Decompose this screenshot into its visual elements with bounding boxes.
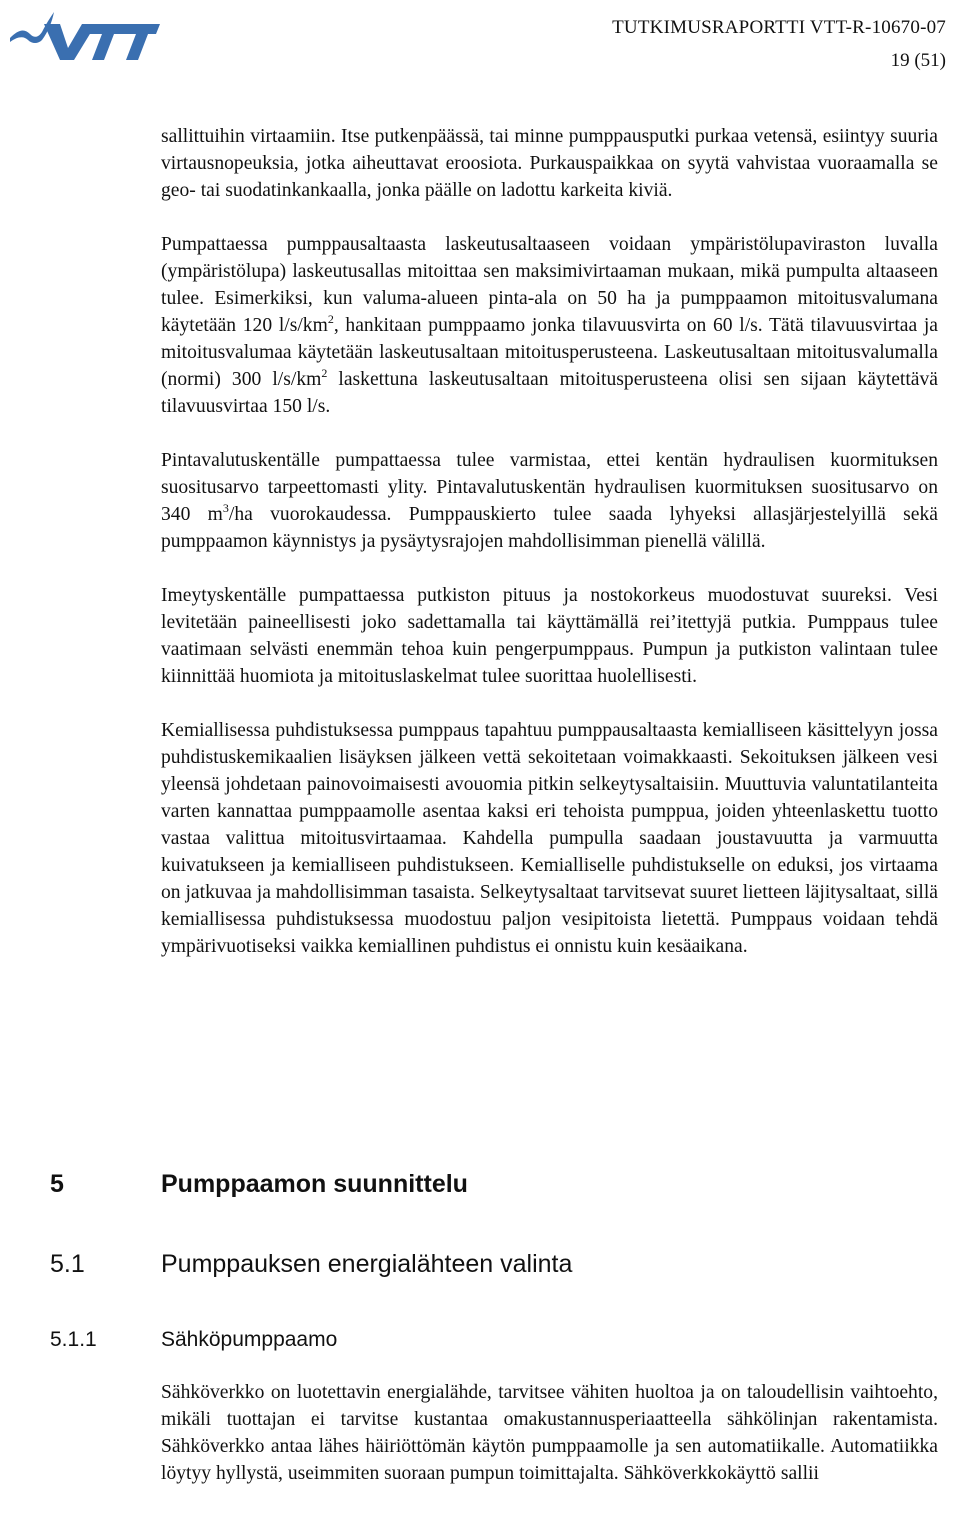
heading-number: 5.1 [50, 1250, 85, 1278]
superscript: 3 [222, 501, 229, 515]
paragraph-2-part-b: , hankitaan pumppaamo jonka tilavuusvirta on 60 l/s. Tätä tilavuusvirtaa ja mitoitusvalumaa käytetään laskeutusaltaan mitoitusperusteena. Laskeutusaltaan mitoitusvalumalla (normi) 300 l/s/km [161, 315, 938, 390]
heading-number: 5 [50, 1170, 64, 1198]
paragraph-2-part-a: Pumpattaessa pumppausaltaasta laskeutusaltaaseen voidaan ympäristölupaviraston luvalla (ympäristölupa) laskeutusallas mitoittaa sen maksimivirtaaman mukaan, mikä pumpulta altaaseen tulee. Esimerkiksi, kun valuma-alueen pinta-ala on 50 ha ja pumppaamon mitoitusvalumana käytetään 120 l/s/km [161, 234, 938, 336]
paragraph-3-part-b: /ha vuorokaudessa. Pumppauskierto tulee saada lyhyeksi allasjärjestelyillä sekä pumppaamon käynnistys ja pysäytysrajojen mahdollisimman pienellä välillä. [161, 504, 938, 552]
report-id: TUTKIMUSRAPORTTI VTT-R-10670-07 [612, 17, 946, 38]
paragraph-1: sallittuihin virtaamiin. Itse putkenpäässä, tai minne pumppausputki purkaa vetensä, esiintyy suuria virtausnopeuksia, jotka aiheuttavat eroosiota. Purkauspaikkaa on syytä vahvistaa vuoraamalla se geo- tai suodatinkankaalla, jonka päälle on ladottu karkeita kiviä. [161, 126, 938, 201]
superscript: 2 [327, 312, 334, 326]
heading-title: Pumppaamon suunnittelu [161, 1170, 468, 1198]
paragraph-5: Kemiallisessa puhdistuksessa pumppaus tapahtuu pumppausaltaasta kemialliseen käsittelyyn jossa puhdistuskemikaalien lisäyksen jälkeen vettä sekoitetaan voimakkaasti. Sekoituksen jälkeen vesi yleensä johdetaan painovoimaisesti avouomia pitkin selkeytysaltaisiin. Muuttuvia valuntatilanteita varten kannattaa pumppaamolle asentaa kaksi eri tehoista pumppua, joiden yhteenlaskettu tuotto vastaa valittua mitoitusvirtaamaa. Kahdella pumpulla saadaan joustavuutta ja varmuutta kuivatukseen ja kemialliseen puhdistukseen. Kemialliselle puhdistukselle on eduksi, jos virtaama on jatkuvaa ja mahdollisimman tasaista. Selkeytysaltaat tarvitsevat suuret lietteen läjitysaltaat, sillä kemiallisessa puhdistuksessa muodostuu paljon vesipitoista lietettä. Pumppaus voidaan tehdä ympärivuotiseksi vaikka kemiallinen puhdistus ei onnistu kuin kesäaikana. [161, 720, 938, 957]
paragraph-4: Imeytyskentälle pumpattaessa putkiston pituus ja nostokorkeus muodostuvat suureksi. Vesi levitetään paineellisesti joko sadettamalla tai käyttämällä rei’itettyjä putkia. Pumppaus tulee vaatimaan selvästi enemmän tehoa kuin pengerpumppaus. Pumpun ja putkiston valintaan tulee kiinnittää huomiota ja mitoituslaskelmat tulee suorittaa huolellisesti. [161, 585, 938, 687]
section-paragraph: Sähköverkko on luotettavin energialähde, tarvitsee vähiten huoltoa ja on taloudellisin vaihtoehto, mikäli tuottajan ei tarvitse kustantaa omakustannusperiaatteella sähkölinjan rakentamista. Sähköverkko antaa lähes häiriöttömän käytön pumppaamolle ja sen automatiikalle. Automatiikka löytyy hyllystä, useimmiten suoraan pumpun toimittajalta. Sähköverkkokäyttö sallii [161, 1382, 938, 1484]
heading-title: Pumppauksen energialähteen valinta [161, 1250, 573, 1278]
paragraph-2 [161, 231, 938, 420]
paragraph-2-part-c: laskettuna laskeutusaltaan mitoitusperusteena olisi sen sijaan käytettävä tilavuusvirtaa 150 l/s. [161, 369, 938, 417]
body-text [161, 123, 938, 960]
paragraph-3-part-a: Pintavalutuskentälle pumpattaessa tulee varmistaa, ettei kentän hydraulisen kuormituksen suositusarvo tarpeettomasti ylity. Pintavalutuskentän hydraulisen kuormituksen suositusarvo on 340 m [161, 450, 938, 525]
heading-number: 5.1.1 [50, 1328, 97, 1351]
paragraph-3 [161, 447, 938, 555]
vtt-logo [8, 8, 160, 64]
section-body [161, 1379, 938, 1487]
heading-title: Sähköpumppaamo [161, 1328, 338, 1351]
superscript: 2 [321, 366, 328, 380]
vtt-logo-mark [10, 12, 160, 60]
page-number: 19 (51) [890, 50, 946, 71]
